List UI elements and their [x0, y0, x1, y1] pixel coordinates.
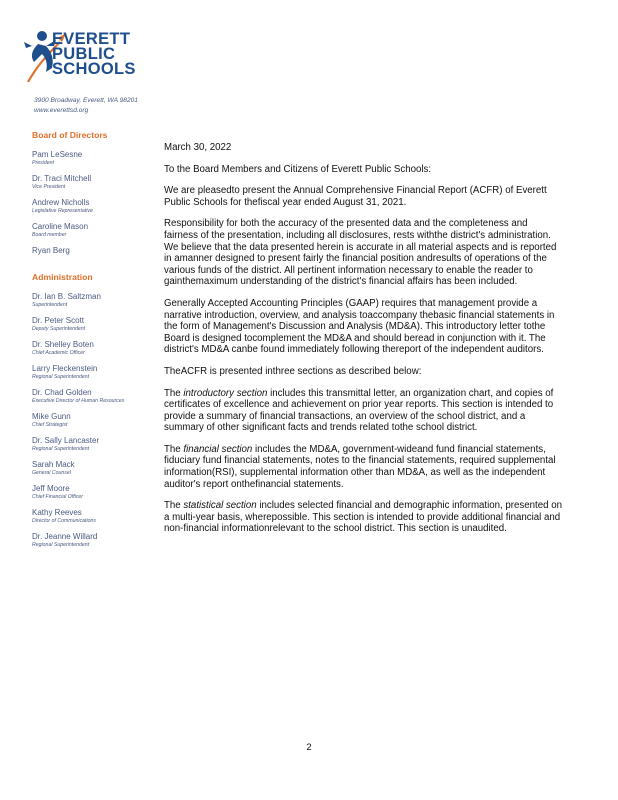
admin-member — [32, 316, 152, 333]
letter-paragraph: TheACFR is presented inthree sections as described below: — [164, 365, 422, 377]
letter-salutation: To the Board Members and Citizens of Everett Public Schools: — [164, 163, 432, 175]
member-name: Andrew Nicholls — [32, 198, 90, 207]
sidebar — [32, 130, 152, 556]
district-logo — [22, 24, 172, 94]
member-title: Deputy Superintendent — [32, 326, 86, 332]
board-list — [32, 150, 152, 256]
address-street: 3900 Broadway, Everett, WA 98201 — [34, 97, 138, 104]
member-name: Pam LeSesne — [32, 150, 83, 159]
member-name: Larry Fleckenstein — [32, 364, 98, 373]
member-name: Dr. Chad Golden — [32, 388, 92, 397]
admin-member — [32, 508, 152, 525]
member-name: Caroline Mason — [32, 222, 89, 231]
logo-line-3: SCHOOLS — [52, 60, 136, 78]
admin-member — [32, 436, 152, 453]
member-title: President — [32, 160, 54, 166]
text: includes this transmittal letter, an organization chart, and copies of certificates of excellence and achievement on prior year reports. This section is intended to provide a summary of financial transactions, an overview of the school district, and a summary of other significant facts and trends related tothe school district. — [164, 387, 554, 434]
member-name: Dr. Ian B. Saltzman — [32, 292, 101, 301]
member-title: Executive Director of Human Resources — [32, 398, 125, 404]
letter-date: March 30, 2022 — [164, 142, 232, 153]
member-name: Jeff Moore — [32, 484, 70, 493]
text: The — [164, 500, 184, 512]
text: includes selected financial and demographic information, presented on a multi-year basis, wherepossible. This section is intended to provide additional financial and non-financial informationrelevant to the school district. This section is unaudited. — [164, 500, 562, 535]
admin-member — [32, 484, 152, 501]
member-title: Chief Financial Officer — [32, 494, 84, 500]
member-name: Dr. Jeanne Willard — [32, 532, 98, 541]
admin-member — [32, 292, 152, 309]
member-title: Superintendent — [32, 302, 68, 308]
logo-line-1: EVERETT — [52, 30, 131, 48]
admin-member — [32, 412, 152, 429]
text: includes the MD&A, government-wideand fund financial statements, fiduciary fund financial statements, notes to the financial statements, required supplemental information(RSI), supplemental information other than MD&A, as well as the independent auditor's report onthefinancial statements. — [164, 443, 556, 490]
member-name: Ryan Berg — [32, 246, 70, 255]
board-member — [32, 150, 152, 167]
address-website: www.everettsd.org — [34, 107, 89, 114]
member-title: Chief Strategist — [32, 422, 68, 428]
admin-heading: Administration — [32, 272, 93, 282]
member-title: Regional Superintendent — [32, 446, 90, 452]
admin-member — [32, 340, 152, 357]
member-title: Legislative Representative — [32, 208, 93, 214]
letter-paragraph: We are pleasedto present the Annual Comprehensive Financial Report (ACFR) of Everett Public Schools for thefiscal year ended August 31, 2021. — [164, 185, 547, 208]
letter-body — [164, 142, 564, 545]
admin-member — [32, 364, 152, 381]
logo-line-2: PUBLIC — [52, 45, 116, 63]
member-title: Regional Superintendent — [32, 374, 90, 380]
admin-member — [32, 532, 152, 549]
member-title: Vice President — [32, 184, 66, 190]
board-member — [32, 198, 152, 215]
admin-member — [32, 388, 152, 405]
district-address — [34, 96, 138, 116]
letter-paragraph: Responsibility for both the accuracy of the presented data and the completeness and fairness of the presentation, including all disclosures, rests withthe district's administration. We believe that the data presented herein is accurate in all material aspects and is reported in amanner designed to present fairly the financial position andresults of operations of the various funds of the district. All pertinent information necessary to enable the reader to gainthemaximum understanding of the district's financial affairs has been included. — [164, 218, 557, 288]
member-name: Dr. Shelley Boten — [32, 340, 94, 349]
admin-member — [32, 460, 152, 477]
member-title: Board member — [32, 232, 67, 238]
board-member — [32, 246, 152, 256]
member-title: General Counsel — [32, 470, 71, 476]
section-term: financial section — [183, 443, 253, 455]
member-title: Director of Communications — [32, 518, 97, 524]
section-term: introductory section — [183, 387, 268, 399]
member-name: Dr. Sally Lancaster — [32, 436, 100, 445]
board-member — [32, 222, 152, 239]
member-name: Kathy Reeves — [32, 508, 82, 517]
letter-paragraph-statistical — [164, 500, 564, 535]
board-member — [32, 174, 152, 191]
page-number: 2 — [306, 742, 312, 753]
text: The — [164, 387, 184, 399]
letter-paragraph-introductory — [164, 388, 564, 434]
board-heading: Board of Directors — [32, 130, 108, 140]
member-name: Dr. Traci Mitchell — [32, 174, 92, 183]
member-name: Mike Gunn — [32, 412, 71, 421]
member-title: Chief Academic Officer — [32, 350, 85, 356]
member-title: Regional Superintendent — [32, 542, 90, 548]
section-term: statistical section — [183, 500, 257, 512]
letter-paragraph: Generally Accepted Accounting Principles (GAAP) requires that management provide a narrative introduction, overview, and analysis toaccompany thebasic financial statements in the form of Management's Discussion and Analysis (MD&A). This introductory letter tothe Board is designed tocomplement the MD&A and should beread in conjunction with it. The district's MD&A canbe found immediately following thereport of the independent auditors. — [164, 297, 555, 356]
admin-list — [32, 292, 152, 549]
text: The — [164, 443, 184, 455]
member-name: Dr. Peter Scott — [32, 316, 85, 325]
letter-paragraph-financial — [164, 444, 564, 490]
member-name: Sarah Mack — [32, 460, 75, 469]
